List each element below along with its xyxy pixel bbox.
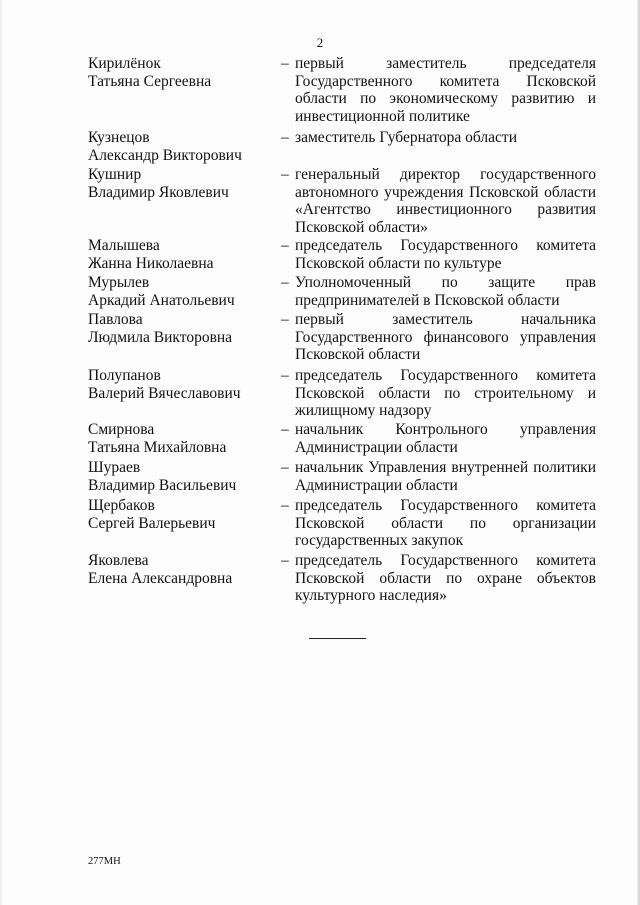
dash-separator: – <box>281 497 289 514</box>
member-surname: Кузнецов <box>88 129 150 146</box>
page-left-edge <box>0 0 2 905</box>
member-given-names: Татьяна Сергеевна <box>88 72 212 90</box>
member-surname: Малышева <box>88 237 160 254</box>
member-name <box>88 237 278 272</box>
member-surname: Мурылев <box>88 274 150 291</box>
dash-separator: – <box>281 367 289 384</box>
member-given-names: Людмила Викторовна <box>88 328 233 346</box>
dash-separator: – <box>281 274 289 291</box>
member-role: председатель Государственного комитета Псковской области по охране объектов культурного наследия» <box>295 552 596 604</box>
member-name <box>88 129 278 164</box>
member-given-names: Владимир Васильевич <box>88 476 237 494</box>
page-number: 2 <box>316 35 324 50</box>
member-given-names: Валерий Вячеславович <box>88 384 241 402</box>
member-name <box>88 367 278 402</box>
member-role: председатель Государственного комитета Псковской области по организации государственных закупок <box>295 497 596 549</box>
dash-separator: – <box>281 421 289 438</box>
document-code: 277МН <box>88 856 121 867</box>
member-name <box>88 497 278 532</box>
member-name <box>88 55 278 90</box>
member-given-names: Александр Викторович <box>88 146 242 164</box>
member-name <box>88 552 278 587</box>
member-role: первый заместитель начальника Государственного финансового управления Псковской области <box>295 311 596 363</box>
dash-separator: – <box>281 55 289 72</box>
member-surname: Полупанов <box>88 367 161 384</box>
dash-separator: – <box>281 166 289 183</box>
member-role: начальник Контрольного управления Администрации области <box>295 421 596 456</box>
member-role: председатель Государственного комитета Псковской области по строительному и жилищному надзору <box>295 367 596 419</box>
dash-separator: – <box>281 129 289 146</box>
member-role: Уполномоченный по защите прав предпринимателей в Псковской области <box>295 274 596 309</box>
member-name <box>88 311 278 346</box>
member-given-names: Татьяна Михайловна <box>88 438 227 456</box>
dash-separator: – <box>281 311 289 328</box>
member-given-names: Елена Александровна <box>88 569 233 587</box>
member-surname: Павлова <box>88 311 143 328</box>
member-name <box>88 274 278 309</box>
member-role: заместитель Губернатора области <box>295 129 517 146</box>
member-name <box>88 421 278 456</box>
closing-rule <box>309 638 366 639</box>
member-name <box>88 459 278 494</box>
member-surname: Яковлева <box>88 552 149 569</box>
member-given-names: Владимир Яковлевич <box>88 183 229 201</box>
member-given-names: Аркадий Анатольевич <box>88 291 235 309</box>
member-role: генеральный директор государственного автономного учреждения Псковской области «Агентство инвестиционного развития Псковской области» <box>295 166 596 236</box>
member-surname: Щербаков <box>88 497 155 514</box>
member-role: председатель Государственного комитета Псковской области по культуре <box>295 237 596 272</box>
member-role: начальник Управления внутренней политики Администрации области <box>295 459 596 494</box>
member-name <box>88 166 278 201</box>
member-surname: Кирилёнок <box>88 55 161 72</box>
member-surname: Шураев <box>88 459 141 476</box>
member-given-names: Жанна Николаевна <box>88 254 214 272</box>
member-given-names: Сергей Валерьевич <box>88 514 216 532</box>
member-surname: Смирнова <box>88 421 155 438</box>
member-surname: Кушнир <box>88 166 142 183</box>
member-role: первый заместитель председателя Государственного комитета Псковской области по экономическому развитию и инвестиционной политике <box>295 55 596 125</box>
dash-separator: – <box>281 237 289 254</box>
dash-separator: – <box>281 552 289 569</box>
dash-separator: – <box>281 459 289 476</box>
